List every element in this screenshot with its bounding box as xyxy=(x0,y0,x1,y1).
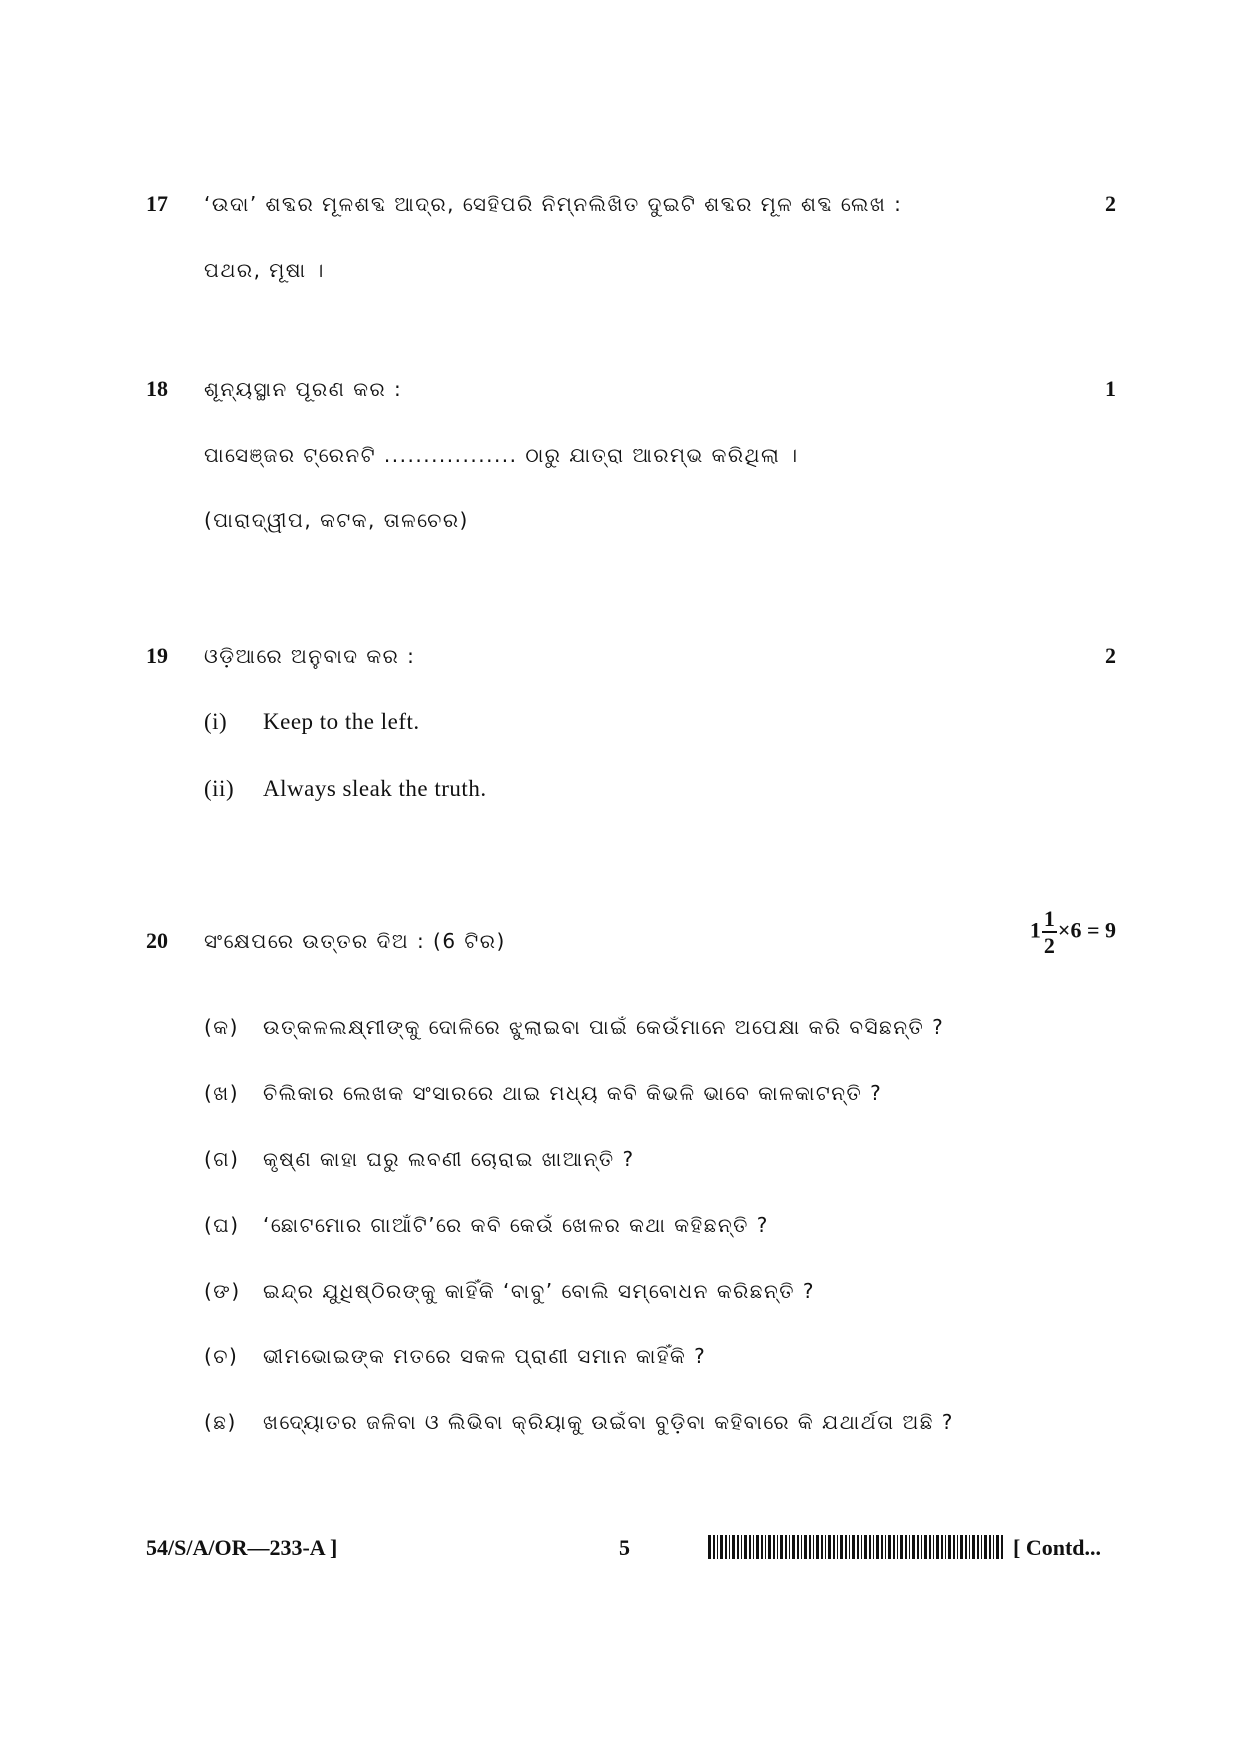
question-20-number: 20 xyxy=(146,928,168,953)
question-20-item-text: ଭୀମଭୋଇଙ୍କ ମତରେ ସକଳ ପ୍ରାଣୀ ସମାନ କାହିଁକି ? xyxy=(263,1344,707,1368)
continued-label: [ Contd... xyxy=(1013,1535,1102,1560)
question-20-item-label: (ଙ) xyxy=(204,1279,241,1303)
fraction-numerator: 1 xyxy=(1043,906,1055,931)
marks-whole: 1 xyxy=(1029,917,1041,943)
question-20-marks xyxy=(1030,908,1116,957)
marks-fraction xyxy=(1042,908,1057,957)
question-20-item-text: ଚିଲିକାର ଲେଖକ ସଂସାରରେ ଥାଇ ମଧ୍ୟ କବି କିଭଳି ଭାବେ କାଳକାଟନ୍ତି ? xyxy=(263,1081,883,1105)
barcode-image xyxy=(708,1535,1005,1559)
question-17-text: ‘ଉଦା’ ଶବ୍ଦର ମୂଳଶବ୍ଦ ଆଦ୍ର, ସେହିପରି ନିମ୍ନଲିଖିତ ଦୁଇଟି ଶବ୍ଦର ମୂଳ ଶବ୍ଦ ଲେଖ : xyxy=(204,192,903,216)
question-19-item-label: (ii) xyxy=(204,776,235,801)
page-number: 5 xyxy=(619,1535,630,1560)
question-19-number: 19 xyxy=(146,643,168,668)
marks-multiplier: ×6 = 9 xyxy=(1057,917,1116,943)
question-20-item-text: ‘ଛୋଟମୋର ଗାଆଁଟି’ରେ କବି କେଉଁ ଖେଳର କଥା କହିଛନ୍ତି ? xyxy=(263,1213,769,1237)
question-18-options: (ପାରାଦ୍ୱୀପ, କଟକ, ତାଳଚେର) xyxy=(204,508,469,532)
paper-code: 54/S/A/OR—233-A ] xyxy=(146,1535,338,1560)
question-20-item-label: (ଘ) xyxy=(204,1213,240,1237)
question-20-item-text: ଖଦ୍ୟୋତର ଜଳିବା ଓ ଲିଭିବା କ୍ରିୟାକୁ ଉଇଁବା ବୁଡ଼ିବା କହିବାରେ କି ଯଥାର୍ଥତା ଅଛି ? xyxy=(263,1410,954,1434)
question-20-text: ସଂକ୍ଷେପରେ ଉତ୍ତର ଦିଅ : (6 ଟିର) xyxy=(204,929,506,953)
question-18-sentence: ପାସେଞ୍ଜର ଟ୍ରେନଟି ................. ଠାରୁ ଯାତ୍ରା ଆରମ୍ଭ କରିଥିଲା । xyxy=(204,443,799,467)
question-17-marks: 2 xyxy=(1105,191,1116,216)
question-17-number: 17 xyxy=(146,191,168,216)
fraction-denominator: 2 xyxy=(1043,933,1055,958)
question-20-item-text: କୃଷ୍ଣ କାହା ଘରୁ ଲବଣୀ ଚୋରାଇ ଖାଆନ୍ତି ? xyxy=(263,1147,635,1171)
question-19-marks: 2 xyxy=(1105,643,1116,668)
question-18-number: 18 xyxy=(146,376,168,401)
question-18-text: ଶୂନ୍ୟସ୍ଥାନ ପୂରଣ କର : xyxy=(204,377,403,401)
question-17-words: ପଥର, ମୂଷା । xyxy=(204,258,325,282)
question-20-item-text: ଉତ୍କଳଲକ୍ଷ୍ମୀଙ୍କୁ ଦୋଳିରେ ଝୁଲାଇବା ପାଇଁ କେଉଁମାନେ ଅପେକ୍ଷା କରି ବସିଛନ୍ତି ? xyxy=(263,1015,945,1039)
question-19-item-text: Always sleak the truth. xyxy=(263,776,487,801)
question-19-item-label: (i) xyxy=(204,709,228,734)
question-20-item-label: (ଗ) xyxy=(204,1147,240,1171)
question-19-text: ଓଡ଼ିଆରେ ଅନୁବାଦ କର : xyxy=(204,644,416,668)
question-18-marks: 1 xyxy=(1105,376,1116,401)
question-20-item-label: (ଚ) xyxy=(204,1344,239,1368)
question-20-item-label: (ଛ) xyxy=(204,1410,237,1434)
question-20-item-label: (ଖ) xyxy=(204,1081,240,1105)
question-20-item-text: ଇନ୍ଦ୍ର ଯୁଧିଷ୍ଠିରଙ୍କୁ କାହିଁକି ‘ବାବୁ’ ବୋଲି ସମ୍ବୋଧନ କରିଛନ୍ତି ? xyxy=(263,1279,815,1303)
question-19-item-text: Keep to the left. xyxy=(263,709,420,734)
question-20-item-label: (କ) xyxy=(204,1015,239,1039)
